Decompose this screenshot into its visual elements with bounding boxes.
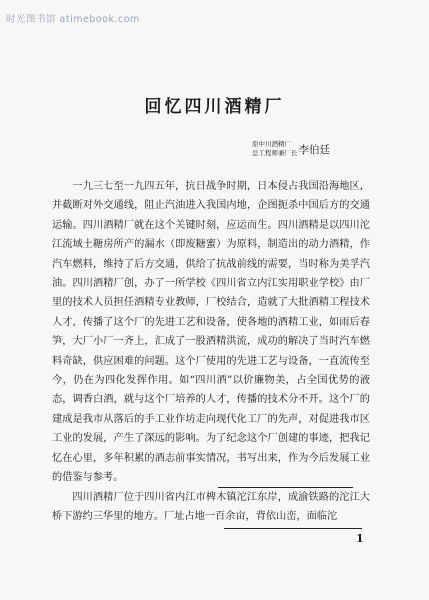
author-affiliation xyxy=(252,140,298,158)
article-title: 回忆四川酒精厂 xyxy=(144,97,285,117)
page-number: 1 xyxy=(356,532,364,545)
author-name: 李伯廷 xyxy=(298,143,330,156)
paragraph-1: 一九三七至一九四五年，抗日战争时期，日本侵占我国沿海地区，并截断对外交通线，阻止汽油进入我国内地，企图扼杀中国后方的交通运输。四川酒精厂就在这个关键时刻，应运而生。四川酒精是以四川沱江流域土糖房所产的漏水（即废糖蜜）为原料，制造出的动力酒精，作汽车燃料，维持了后方交通，供给了抗战前线的需要，当时称为美孚汽油。四川酒精厂创，办了一所学校《四川省立内江实用职业学校》由厂里的技术人员担任酒精专业教师，厂校结合，造就了大批酒精工程技术人才，传播了这个厂的先进工艺和设备，使各地的酒精工业，如雨后春笋，大厂小厂一齐上，汇成了一股酒精洪流，成功的解决了当时汽车燃料奇缺，供应困难的问题。这个厂使用的先进工艺与设备，一直流传至今，仍在为四化发挥作用。如“四川酒”以价廉物美，占全国优势的液态，调香白酒，就与这个厂培养的人才，传播的技术分不开。这个厂的建成是我市从落后的手工业作坊走向现代化工厂的先声，对促进我市区工业的发展，产生了深远的影响。为了纪念这个厂创建的事迹，把我记忆在心里，多年积累的酒志前事实情况，书写出来，作为今后发展工业的借鉴与参考。 xyxy=(52,181,370,484)
paragraph-2: 四川酒精厂位于四川省内江市椑木镇沱江东岸，成渝铁路的沱江大桥下游约三华里的地方。厂址占地一百余亩，背依山峦，面临沱 xyxy=(52,491,370,522)
author-block xyxy=(252,140,330,158)
article-body xyxy=(52,177,370,526)
affiliation-line-1: 原中川酒精厂 xyxy=(252,140,291,148)
handwritten-underline xyxy=(224,528,362,529)
affiliation-line-2: 总工程师兼厂长 xyxy=(252,149,298,157)
handwritten-underline xyxy=(218,487,353,488)
watermark: 时光图书馆 atimebook.com xyxy=(6,14,140,25)
